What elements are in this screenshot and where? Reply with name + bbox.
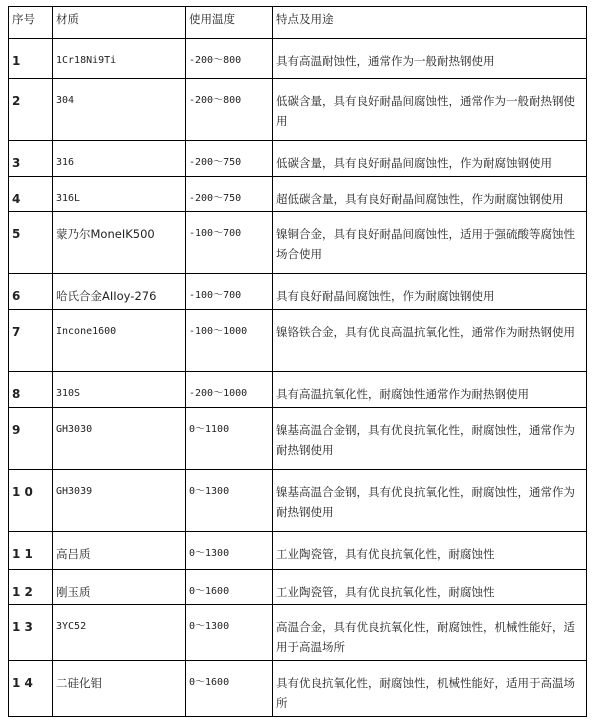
table-row — [9, 661, 587, 717]
table-row — [9, 532, 587, 570]
row-number: 1 3 — [9, 605, 53, 661]
row-number: 4 — [9, 177, 53, 212]
table-row — [9, 141, 587, 177]
row-material: 刚玉质 — [53, 570, 186, 605]
table-row — [9, 39, 587, 79]
table-row — [9, 570, 587, 605]
row-number: 1 — [9, 39, 53, 79]
row-feature: 具有高温耐蚀性，通常作为一般耐热钢使用 — [273, 39, 587, 79]
table-row — [9, 372, 587, 408]
row-material: 3YC52 — [53, 605, 186, 661]
row-number: 3 — [9, 141, 53, 177]
row-material: GH3030 — [53, 408, 186, 470]
table-row — [9, 310, 587, 372]
row-feature: 具有优良抗氧化性，耐腐蚀性，机械性能好，适用于高温场所 — [273, 661, 587, 717]
table-row — [9, 605, 587, 661]
table-row — [9, 79, 587, 141]
row-feature: 超低碳含量，具有良好耐晶间腐蚀性，作为耐腐蚀钢使用 — [273, 177, 587, 212]
row-feature: 高温合金，具有优良抗氧化性，耐腐蚀性，机械性能好，适用于高温场所 — [273, 605, 587, 661]
row-number: 7 — [9, 310, 53, 372]
row-temperature: -200～800 — [186, 79, 273, 141]
row-temperature: -100～700 — [186, 274, 273, 310]
header-row — [9, 7, 587, 39]
row-temperature: -200～1000 — [186, 372, 273, 408]
row-temperature: -200～750 — [186, 141, 273, 177]
table-row — [9, 408, 587, 470]
header-no: 序号 — [9, 7, 53, 39]
row-material: 蒙乃尔MoneIK500 — [53, 212, 186, 274]
row-number: 1 1 — [9, 532, 53, 570]
row-number: 5 — [9, 212, 53, 274]
row-feature: 镍基高温合金钢，具有优良抗氧化性，耐腐蚀性，通常作为耐热钢使用 — [273, 470, 587, 532]
row-feature: 镍铜合金，具有良好耐晶间腐蚀性，适用于强硫酸等腐蚀性场合使用 — [273, 212, 587, 274]
row-feature: 具有高温抗氧化性，耐腐蚀性通常作为耐热钢使用 — [273, 372, 587, 408]
row-material: 310S — [53, 372, 186, 408]
row-material: 304 — [53, 79, 186, 141]
row-feature: 镍铬铁合金，具有优良高温抗氧化性，通常作为耐热钢使用 — [273, 310, 587, 372]
row-feature: 低碳含量，具有良好耐晶间腐蚀性，作为耐腐蚀钢使用 — [273, 141, 587, 177]
table-row — [9, 212, 587, 274]
row-feature: 工业陶瓷管，具有优良抗氧化性，耐腐蚀性 — [273, 532, 587, 570]
row-material: GH3039 — [53, 470, 186, 532]
row-temperature: 0～1300 — [186, 605, 273, 661]
row-temperature: 0～1300 — [186, 470, 273, 532]
header-feature: 特点及用途 — [273, 7, 587, 39]
row-number: 1 0 — [9, 470, 53, 532]
row-number: 2 — [9, 79, 53, 141]
row-material: 1Cr18Ni9Ti — [53, 39, 186, 79]
row-temperature: -100～1000 — [186, 310, 273, 372]
header-material: 材质 — [53, 7, 186, 39]
header-temp: 使用温度 — [186, 7, 273, 39]
row-number: 6 — [9, 274, 53, 310]
row-temperature: 0～1100 — [186, 408, 273, 470]
row-material: Incone1600 — [53, 310, 186, 372]
row-temperature: 0～1300 — [186, 532, 273, 570]
row-material: 316L — [53, 177, 186, 212]
row-number: 9 — [9, 408, 53, 470]
table-row — [9, 177, 587, 212]
row-number: 1 4 — [9, 661, 53, 717]
row-temperature: -100～700 — [186, 212, 273, 274]
table-row — [9, 470, 587, 532]
row-number: 8 — [9, 372, 53, 408]
row-temperature: -200～750 — [186, 177, 273, 212]
materials-table — [8, 6, 587, 717]
row-temperature: 0～1600 — [186, 570, 273, 605]
row-feature: 工业陶瓷管，具有优良抗氧化性，耐腐蚀性 — [273, 570, 587, 605]
row-number: 1 2 — [9, 570, 53, 605]
row-feature: 低碳含量，具有良好耐晶间腐蚀性，通常作为一般耐热钢使用 — [273, 79, 587, 141]
row-temperature: -200～800 — [186, 39, 273, 79]
row-material: 316 — [53, 141, 186, 177]
row-feature: 镍基高温合金钢，具有优良抗氧化性，耐腐蚀性，通常作为耐热钢使用 — [273, 408, 587, 470]
table-row — [9, 274, 587, 310]
row-feature: 具有良好耐晶间腐蚀性，作为耐腐蚀钢使用 — [273, 274, 587, 310]
row-material: 高吕质 — [53, 532, 186, 570]
row-material: 哈氏合金AIIoy-276 — [53, 274, 186, 310]
row-material: 二硅化钼 — [53, 661, 186, 717]
row-temperature: 0～1600 — [186, 661, 273, 717]
